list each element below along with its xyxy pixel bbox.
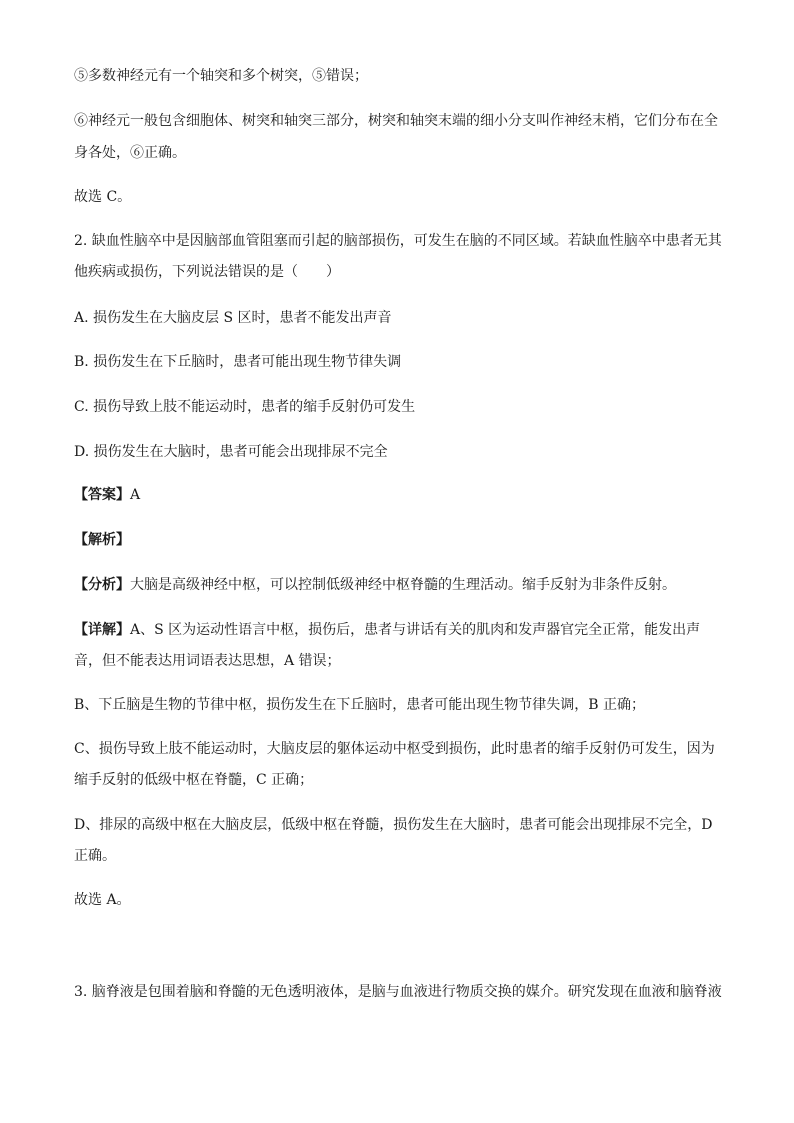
answer-line: [74, 485, 724, 505]
option-a: A. 损伤发生在大脑皮层 S 区时，患者不能发出声音: [74, 310, 392, 326]
text-line: 缩手反射的低级中枢在脊髓，C 正确；: [74, 772, 314, 788]
analysis-label: 【解析】: [74, 532, 130, 548]
xiangjie-line: [74, 620, 724, 640]
text-line: 故选 C。: [74, 189, 132, 205]
text-line: 正确。: [74, 848, 116, 864]
answer-label: 【答案】: [74, 487, 130, 503]
question-2-stem: 2. 缺血性脑卒中是因脑部血管阻塞而引起的脑部损伤，可发生在脑的不同区域。若缺血性脑卒中患者无其: [74, 233, 722, 249]
conclusion-line: 故选 A。: [74, 892, 131, 908]
text-line: D、排尿的高级中枢在大脑皮层，低级中枢在脊髓，损伤发生在大脑时，患者可能会出现排尿不完全，D: [74, 817, 713, 833]
text-line: ⑥神经元一般包含细胞体、树突和轴突三部分，树突和轴突末端的细小分支叫作神经末梢，它们分布在全: [74, 113, 718, 129]
option-c: C. 损伤导致上肢不能运动时，患者的缩手反射仍可发生: [74, 399, 416, 415]
text-line: ⑤多数神经元有一个轴突和多个树突，⑤错误；: [74, 68, 368, 84]
text-line: B、下丘脑是生物的节律中枢，损伤发生在下丘脑时，患者可能出现生物节律失调，B 正确；: [74, 697, 646, 713]
text-line: 音，但不能表达用词语表达思想，A 错误；: [74, 653, 341, 669]
text-line: 身各处，⑥正确。: [74, 145, 186, 161]
analysis-heading: [74, 530, 724, 550]
xiangjie-label: 【详解】: [74, 622, 130, 638]
question-3-stem: 3. 脑脊液是包围着脑和脊髓的无色透明液体，是脑与血液进行物质交换的媒介。研究发现在血液和脑脊液: [74, 984, 722, 1000]
answer-value: A: [130, 487, 141, 503]
fenxi-label: 【分析】: [74, 577, 130, 593]
option-b: B. 损伤发生在下丘脑时，患者可能出现生物节律失调: [74, 354, 402, 370]
xiangjie-text: A、S 区为运动性语言中枢，损伤后，患者与讲话有关的肌肉和发声器官完全正常，能发出声: [130, 622, 701, 638]
fenxi-text: 大脑是高级神经中枢，可以控制低级神经中枢脊髓的生理活动。缩手反射为非条件反射。: [130, 577, 676, 593]
question-2-stem: 他疾病或损伤，下列说法错误的是（ ）: [74, 264, 340, 280]
fenxi-line: [74, 575, 724, 595]
text-line: C、损伤导致上肢不能运动时，大脑皮层的躯体运动中枢受到损伤，此时患者的缩手反射仍可发生，因为: [74, 741, 715, 757]
option-d: D. 损伤发生在大脑时，患者可能会出现排尿不完全: [74, 444, 388, 460]
